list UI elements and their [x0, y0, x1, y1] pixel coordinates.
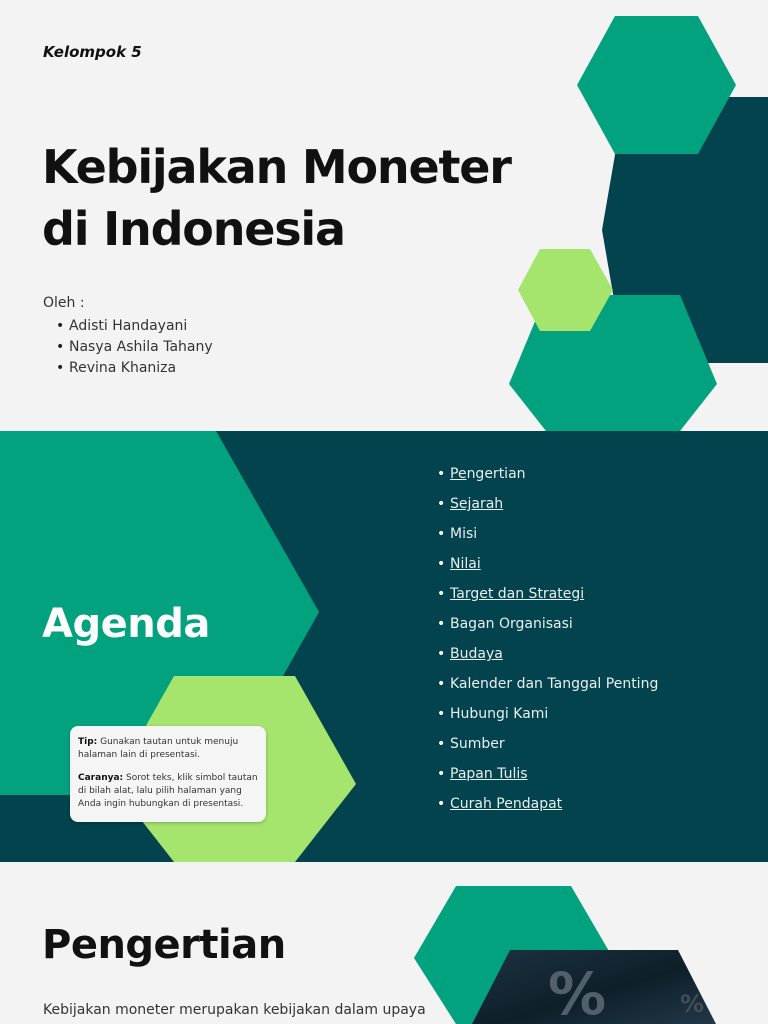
author-item: • Adisti Handayani — [43, 316, 213, 337]
agenda-item-misi — [437, 525, 658, 555]
agenda-link-target-strategi[interactable]: Target dan Strategi — [450, 586, 585, 602]
how-label: Caranya: — [78, 773, 124, 783]
author-list — [43, 316, 213, 379]
agenda-slide[interactable] — [0, 431, 768, 862]
agenda-item-bagan-organisasi — [437, 615, 658, 645]
how-paragraph — [78, 772, 262, 811]
agenda-link-prefix: Pe — [450, 466, 467, 482]
agenda-item-papan-tulis[interactable] — [437, 765, 658, 795]
how-text: Sorot teks, klik simbol tautan di bilah alat, lalu pilih halaman yang Anda ingin hubungkan di presentasi. — [78, 773, 258, 809]
agenda-title: Agenda — [42, 601, 210, 647]
section-body-text: Kebijakan moneter merupakan kebijakan dalam upaya — [43, 1002, 426, 1018]
agenda-item-target-strategi[interactable] — [437, 585, 658, 615]
author-item: • Nasya Ashila Tahany — [43, 337, 213, 358]
pengertian-slide[interactable] — [0, 862, 768, 1024]
presentation-title — [42, 136, 511, 260]
by-label: Oleh : — [43, 295, 85, 311]
tip-text: Gunakan tautan untuk menuju halaman lain di presentasi. — [78, 737, 239, 760]
agenda-item-sejarah[interactable] — [437, 495, 658, 525]
title-line-2: di Indonesia — [42, 202, 345, 256]
agenda-text-kalender: Kalender dan Tanggal Penting — [450, 676, 659, 692]
agenda-link-nilai[interactable]: Nilai — [450, 556, 481, 572]
agenda-link-rest: ngertian — [466, 466, 526, 482]
author-item: • Revina Khaniza — [43, 358, 213, 379]
group-label: Kelompok 5 — [43, 43, 142, 61]
agenda-text-sumber: Sumber — [450, 736, 505, 752]
agenda-link-pengertian[interactable] — [450, 466, 526, 482]
agenda-link-budaya[interactable]: Budaya — [450, 646, 503, 662]
title-slide[interactable] — [0, 0, 768, 431]
agenda-link-papan-tulis[interactable]: Papan Tulis — [450, 766, 528, 782]
tip-paragraph — [78, 736, 262, 762]
agenda-item-nilai[interactable] — [437, 555, 658, 585]
section-title: Pengertian — [42, 922, 286, 968]
agenda-item-curah-pendapat[interactable] — [437, 795, 658, 825]
agenda-list — [437, 465, 658, 825]
agenda-item-hubungi-kami — [437, 705, 658, 735]
title-line-1: Kebijakan Moneter — [42, 140, 511, 194]
agenda-item-budaya[interactable] — [437, 645, 658, 675]
agenda-item-sumber — [437, 735, 658, 765]
photo-percent-symbol: % — [548, 960, 607, 1024]
agenda-link-curah-pendapat[interactable]: Curah Pendapat — [450, 796, 563, 812]
photo-percent-symbol-small: % — [680, 990, 705, 1018]
agenda-text-hubungi-kami: Hubungi Kami — [450, 706, 549, 722]
tip-label: Tip: — [78, 737, 98, 747]
agenda-text-misi: Misi — [450, 526, 478, 542]
agenda-item-kalender — [437, 675, 658, 705]
agenda-item-pengertian[interactable] — [437, 465, 658, 495]
agenda-link-sejarah[interactable]: Sejarah — [450, 496, 504, 512]
agenda-text-bagan-organisasi: Bagan Organisasi — [450, 616, 573, 632]
tip-box — [70, 726, 266, 822]
